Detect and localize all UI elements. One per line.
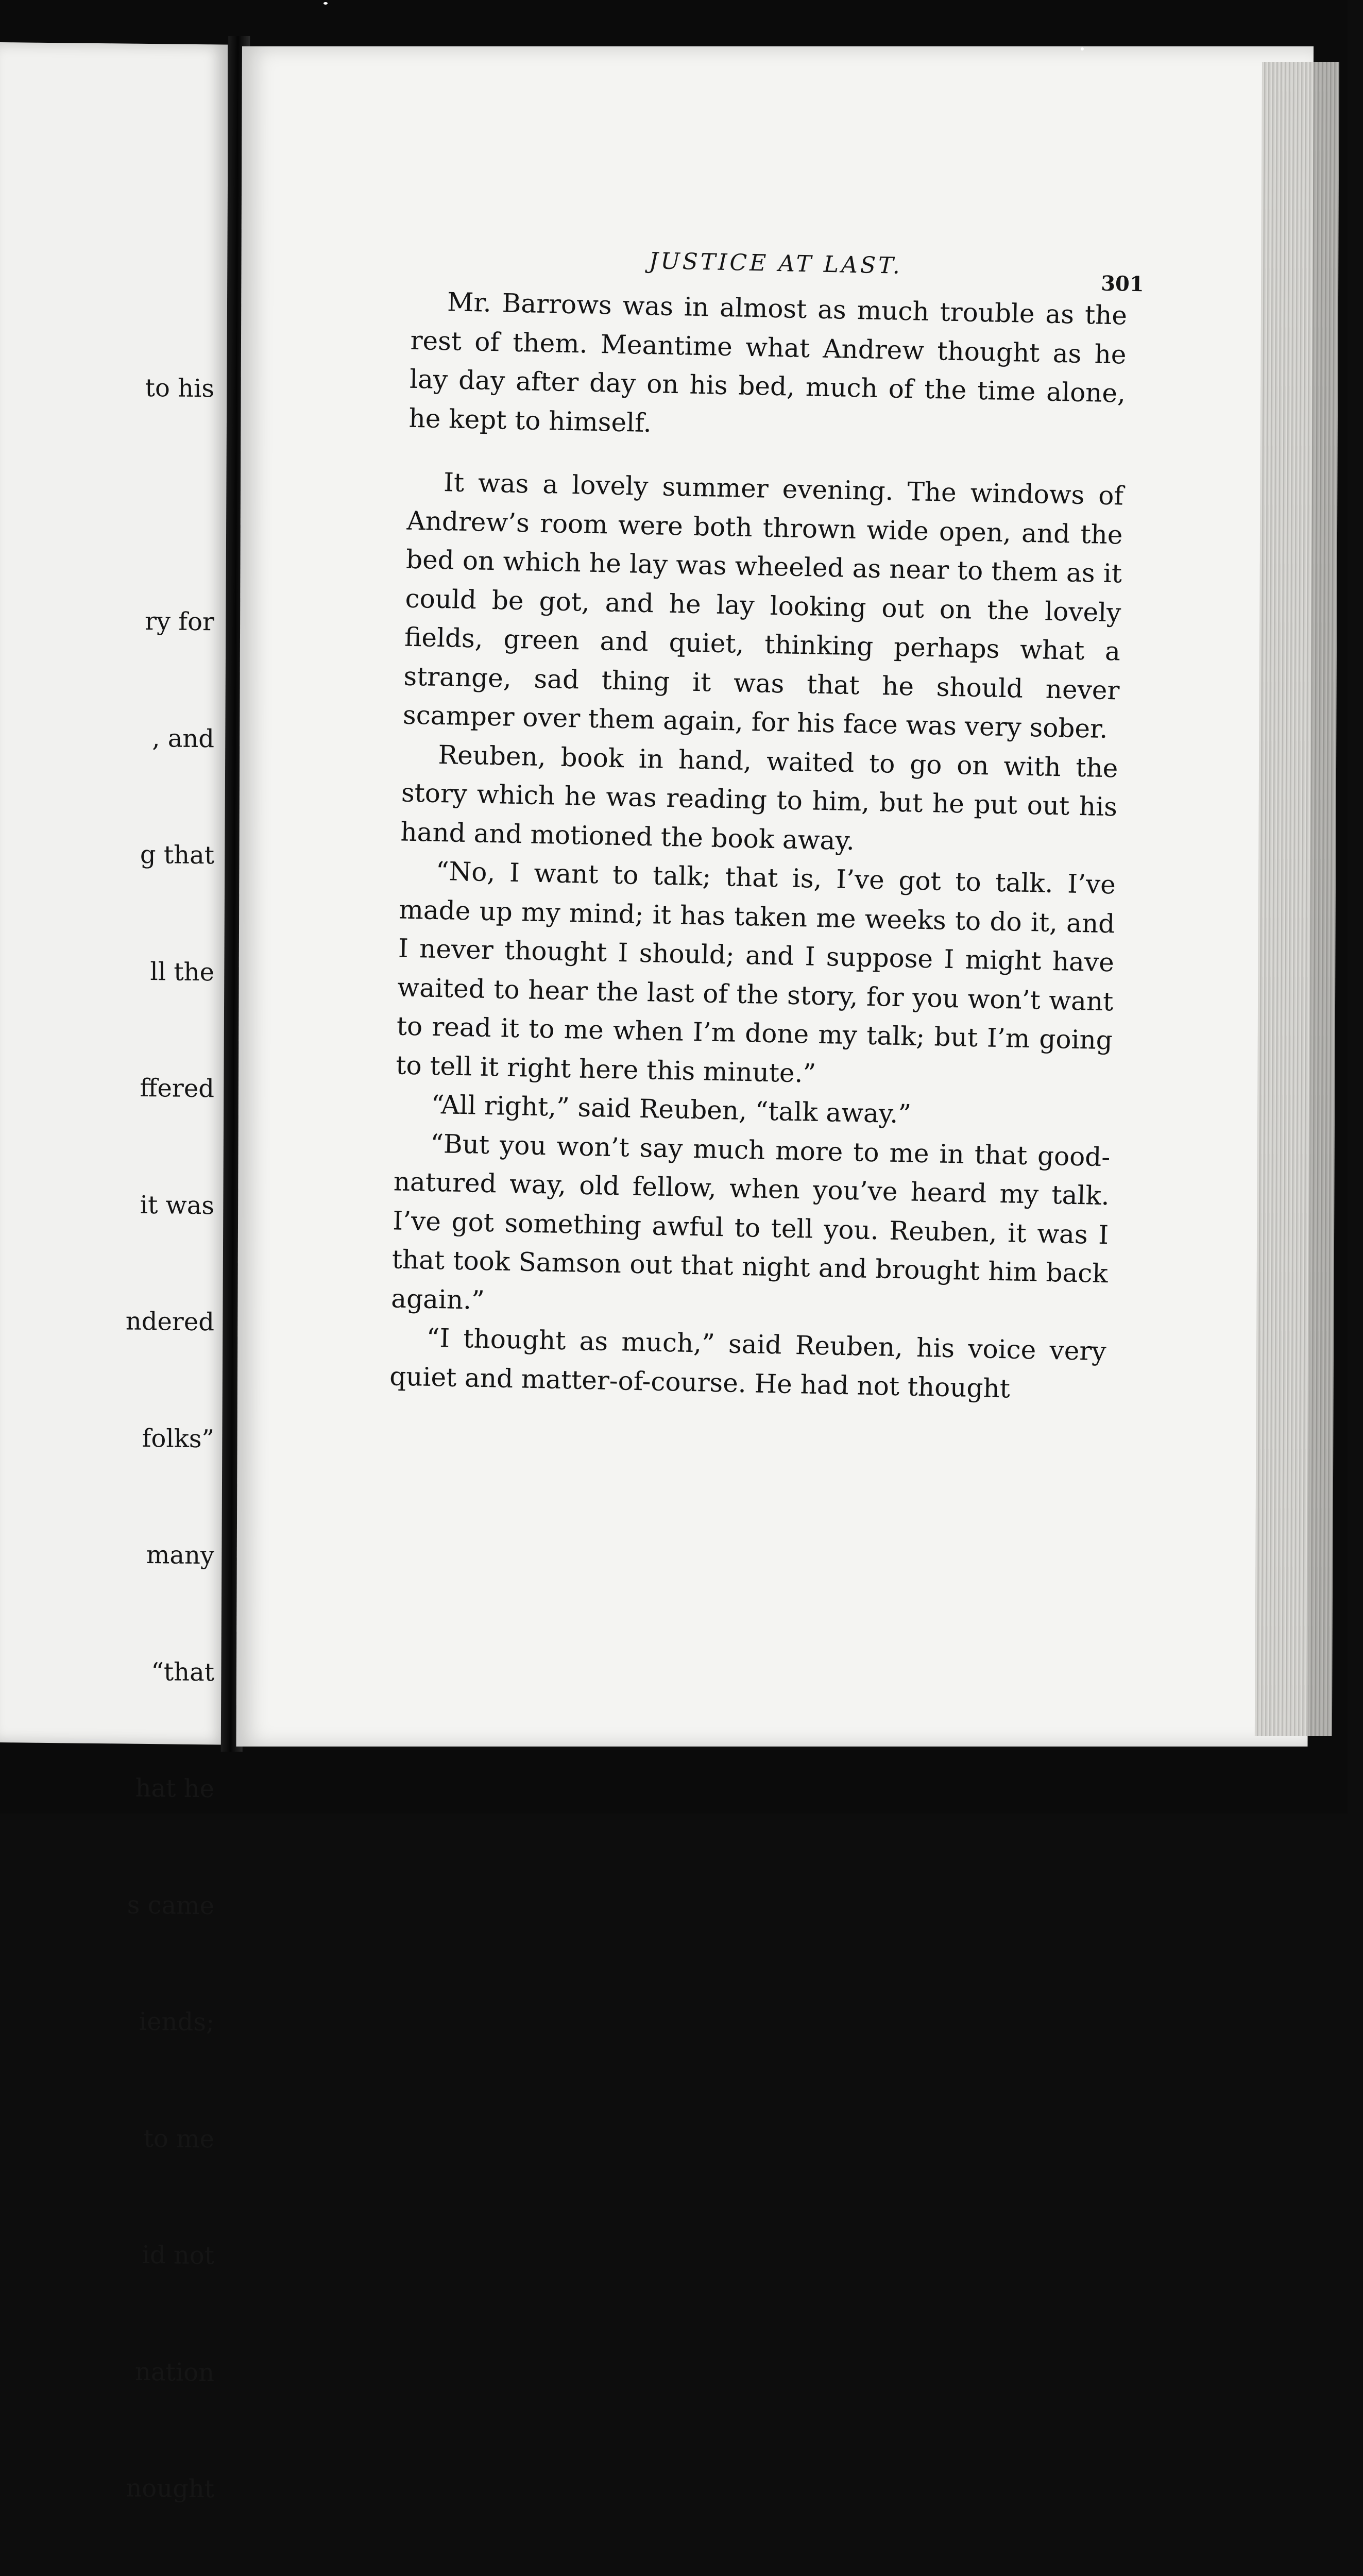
facing-line: ry for xyxy=(145,606,214,637)
facing-line: to me xyxy=(143,2124,214,2154)
facing-line: hat he xyxy=(135,1773,214,1804)
facing-line: nought xyxy=(126,2473,214,2504)
paragraph: Reuben, book in hand, waited to go on with the story which he was reading to him, but he put out his hand and motioned the book away. xyxy=(400,739,1118,856)
facing-line: nation xyxy=(135,2357,214,2387)
paragraph: “I thought as much,” said Reuben, his voice very quiet and matter-of-course. He had not thought xyxy=(389,1323,1107,1403)
facing-line: g that xyxy=(140,840,214,870)
facing-line: iends; xyxy=(139,2007,214,2037)
paragraph: It was a lovely summer evening. The windows of Andrew’s room were both thrown wide open, and the bed on which he lay was wheeled as near to them as it could be got, and he lay looking out on the lovely fields, green and quiet, thinking perhaps what a strange, sad thing it was that he should never scamper over them again, for his face was very sober. xyxy=(402,467,1124,744)
paragraph: Mr. Barrows was in almost as much trouble as the rest of them. Meantime what Andrew thought as he lay day after day on his bed, much of the time alone, he kept to himself. xyxy=(408,287,1128,438)
facing-line: ndered xyxy=(125,1307,214,1337)
facing-line: to his xyxy=(145,373,214,403)
page-number: 301 xyxy=(1100,271,1145,297)
facing-line: many xyxy=(146,1540,214,1570)
paragraph: “But you won’t say much more to me in that good-natured way, old fellow, when you’ve heard my talk. I’ve got something awful to tell you. Reuben, it was I that took Samson out that night and brought him back again.” xyxy=(390,1128,1111,1315)
paragraph: “No, I want to talk; that is, I’ve got to talk. I’ve made up my mind; it has taken me weeks to do it, and I never thought I should; and I suppose I might have waited to hear the last of the story, for you won’t want to read it to me when I’m done my talk; but I’m going to tell it right here this minute.” xyxy=(395,856,1116,1089)
facing-line: ffered xyxy=(140,1073,214,1104)
facing-line: s came xyxy=(127,1890,214,1920)
facing-line: it was xyxy=(140,1190,214,1220)
facing-line: id not xyxy=(142,2240,214,2270)
running-head: JUSTICE AT LAST. xyxy=(649,247,903,279)
facing-line: “that xyxy=(151,1657,214,1687)
paragraph: “All right,” said Reuben, “talk away.” xyxy=(431,1089,912,1129)
body-text xyxy=(389,282,1128,1410)
facing-line: folks” xyxy=(142,1423,214,1453)
facing-line: ll the xyxy=(150,957,214,987)
facing-line: , and xyxy=(152,723,214,753)
